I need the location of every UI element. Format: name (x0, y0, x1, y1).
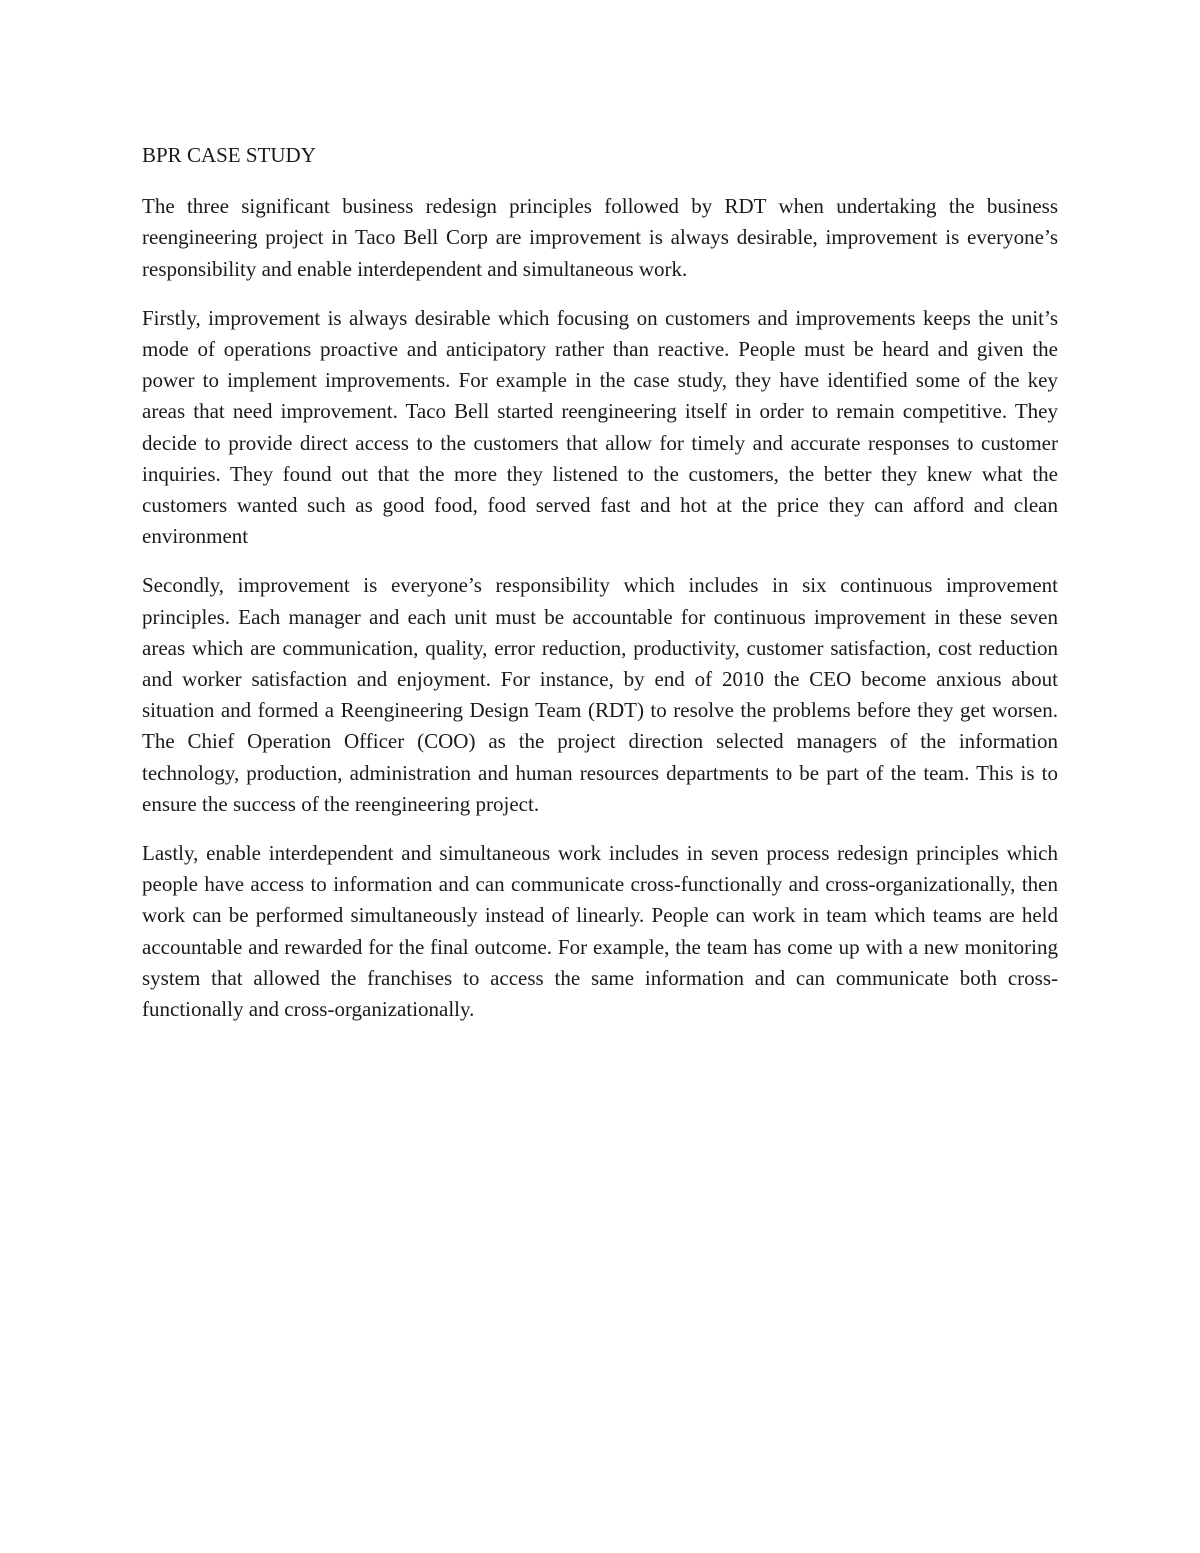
paragraph-lastly: Lastly, enable interdependent and simultaneous work includes in seven process redesign principles which people have access to information and can communicate cross-functionally and cross-organizationally, then work can be performed simultaneously instead of linearly. People can work in team which teams are held accountable and rewarded for the final outcome. For example, the team has come up with a new monitoring system that allowed the franchises to access the same information and can communicate both cross-functionally and cross-organizationally. (142, 841, 1058, 1022)
paragraph-intro: The three significant business redesign principles followed by RDT when undertaking the business reengineering project in Taco Bell Corp are improvement is always desirable, improvement is everyone’s responsibility and enable interdependent and simultaneous work. (142, 194, 1058, 281)
paragraph-firstly: Firstly, improvement is always desirable which focusing on customers and improvements keeps the unit’s mode of operations proactive and anticipatory rather than reactive. People must be heard and given the power to implement improvements. For example in the case study, they have identified some of the key areas that need improvement. Taco Bell started reengineering itself in order to remain competitive. They decide to provide direct access to the customers that allow for timely and accurate responses to customer inquiries. They found out that the more they listened to the customers, the better they knew what the customers wanted such as good food, food served fast and hot at the price they can afford and clean environment (142, 305, 1058, 549)
document-body (142, 140, 1058, 1043)
document-title: BPR CASE STUDY (142, 143, 316, 167)
paragraph-secondly: Secondly, improvement is everyone’s responsibility which includes in six continuous improvement principles. Each manager and each unit must be accountable for continuous improvement in these seven areas which are communication, quality, error reduction, productivity, customer satisfaction, cost reduction and worker satisfaction and enjoyment. For instance, by end of 2010 the CEO become anxious about situation and formed a Reengineering Design Team (RDT) to resolve the problems before they get worsen. The Chief Operation Officer (COO) as the project direction selected managers of the information technology, production, administration and human resources departments to be part of the team. This is to ensure the success of the reengineering project. (142, 573, 1058, 816)
